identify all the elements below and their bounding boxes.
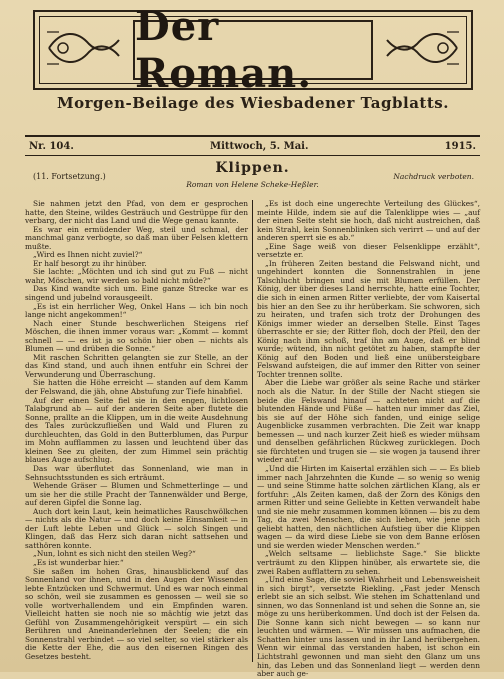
issue-date: Mittwoch, 5. Mai. [210, 140, 309, 152]
masthead-subtitle: Morgen-Beilage des Wiesbadener Tagblatts. [57, 94, 449, 112]
paragraph: „Eine Sage weiß von dieser Felsenklippe erzählt“, versetzte er. [257, 241, 480, 260]
paragraph: Aber die Liebe war größer als seine Rache und stärker noch als die Natur. In der Stille der Nacht stiegen sie beide die Felswand hinauf — achteten nicht auf die blutenden Hände und Füße — hatten nur immer das Ziel, bis sie auf der Höhe sich fanden, und einige selige Augenblicke zusammen verbrachten. Die Zeit war knapp bemessen — und nach kurzer Zeit hieß es wieder mühsam und denselben gefährlichen Rückweg zurücklegen. Doch sie fürchteten und trugen sie — sie wogen ja tausend ihrer wieder auf.“ [257, 378, 480, 465]
issue-year: 1915. [444, 140, 476, 152]
paragraph: Das war überflutet das Sonnenland, wie man in Sehnsuchtsstunden es sich erträumt. [25, 463, 248, 482]
masthead-title: Der Roman. [135, 3, 313, 97]
paragraph: Sie nahmen jetzt den Pfad, von dem er gesprochen hatte, den Steine, wildes Gesträuch und Gestrüppe für den verbarg, der nicht das Land und die Wege genau kannte. [25, 199, 248, 226]
paragraph: Das Kind wandte sich um. Eine ganze Strecke war es singend und jubelnd vorausgeeilt. [25, 284, 248, 303]
paragraph: Er half besorgt zu ihr hinüber. [33, 258, 147, 268]
paragraph: Sie hatten die Höhe erreicht — standen auf dem Kamm der Felswand, die jäh, ohne Abstufung zur Tiefe hinabfiel. [25, 378, 248, 397]
left-ornament-icon [45, 26, 123, 70]
story-byline: Roman von Helene Scheke-Heßler. [186, 180, 319, 189]
paragraph: „Und die Hirten im Kaisertal erzählen sich — — Es blieb immer nach Jahrzehnten die Kunde — so wenig so wenig — und seine Stimme hatte solchen zärtlichen Klang, als er fortfuhr: „Als Zeiten kamen, daß der Zorn des Königs den armen Ritter und seine Geliebte in Ketten verwandelt habe und sie nie mehr zusammen kommen können — bis zu dem Tag, da zwei Menschen, die sich lieben, wie jene sich geliebt hatten, den nächtlichen Aufstieg über die Klippen wagen — da wird diese Liebe sie von dem Banne erlösen und sie werden wieder Menschen werden.“ [257, 463, 480, 550]
continuation-note: (11. Fortsetzung.) [33, 172, 106, 181]
paragraph: „Es ist wunderbar hier.“ [33, 557, 124, 567]
paragraph: Mit raschen Schritten gelangten sie zur Stelle, an der das Kind stand, und auch ihnen entfuhr ein Schrei der Verwunderung und Überraschung. [25, 352, 248, 379]
right-column [257, 199, 480, 679]
masthead-title-box [133, 3, 373, 97]
issue-number: Nr. 104. [29, 140, 74, 152]
column-divider [252, 200, 253, 662]
paragraph: „Wird es Ihnen nicht zuviel?“ [33, 250, 143, 260]
paragraph: Sie lachte: „Möchten und ich sind gut zu Fuß — nicht wahr, Möschen, wir werden so bald nicht müde?“ [25, 267, 248, 285]
paragraph: Nach einer Stunde beschwerlichen Steigens rief Möschen, die ihnen immer voraus war: „Kommt — kommt schnell — — es ist ja so schön hier oben — nichts als Blumen — und drüben die Sonne.“ [25, 318, 248, 354]
left-column [25, 200, 248, 662]
paragraph: Auf der einen Seite fiel sie in den engen, lichtlosen Talabgrund ab — auf der anderen Seite aber flutete die Sonne, prallte an die Klippen, um in die weite Ausdehnung des Tales zurückzufließen und Wald und Fluren zu durchleuchten, das Gold in den Butterblumen, das Purpur im Mohn aufflammen zu lassen und leuchtend über das kleinen See zu gleiten, der zum Himmel sein prächtig blaues Auge aufschlug. [25, 395, 248, 465]
paragraph: „Es ist doch eine ungerechte Verteilung des Glückes“, meinte Hilde, indem sie auf die Talenklippe wies — „auf der einen Seite steht sie hoch, daß nicht austreichen, daß kein Strahl, kein Sonnenblinken sich verirrt — und auf der anderen sperrt sie es ab.“ [257, 199, 480, 243]
paragraph: Auch dort kein Laut, kein heimatliches Rauschwölkchen — nichts als die Natur — und doch keine Einsamkeit — in der Luft lebte Leben und Glück — solch Singen und Klingen, daß das Herz sich daran nicht sattsehen und satthören konnte. [25, 506, 248, 550]
masthead [33, 3, 473, 120]
story-header [25, 160, 480, 196]
paragraph: „In früheren Zeiten bestand die Felswand nicht, und ungehindert konnten die Sonnenstrahlen in jene Talschlucht bringen und sie mit Blumen erfüllen. Der König, der über dieses Land herrschte, hatte eine Tochter, die sich in einen armen Ritter verliebte, der vom Kaisertal bis hier an den See zu ihr herüberkam. Sie schworen, sich zu heiraten, und trafen sich trotz der Drohungen des Königs immer wieder an derselben Stelle. Einst Tages überraschte er sie; der Ritter floh, doch der Pfeil, den der König nach ihm schoß, traf ihn am Auge, daß er blind wurde; wütend, ihn nicht getötet zu haben, stampfte der König auf den Boden und ließ eine unübersteigbare Felswand aufsteigen, die auf immer den Ritter von seiner Tochter trennen sollte. [257, 258, 480, 379]
masthead-frame [33, 3, 473, 97]
paragraph: Es war ein ermüdender Weg, steil und schmal, der manchmal ganz verbogte, so daß man über Felsen klettern mußte. [25, 224, 248, 251]
reprint-notice: Nachdruck verboten. [393, 172, 474, 181]
paragraph: Sie saßen im hohen Gras, hinausblickend auf das Sonnenland vor ihnen, und in den Augen der Wissenden lebte Entzücken und Schwermut. Und es war noch einmal so schön, weil sie zusammen es genossen — weil sie so volle wortverhallendem und ein Empfinden waren. Vielleicht hatten sie noch nie so mächtig wie jetzt das Gefühl von Zusammengehörigkeit verspürt — ein sich Berühren und Aneinanderlehnen der Seelen; die ein Sonnenstrahl verbindet — so viel selter, so viel stärker als die Kette der Ehe, die aus den eisernen Ringen des Gesetzes besteht. [25, 566, 248, 661]
paragraph: „Und eine Sage, die soviel Wahrheit und Lebensweisheit in sich birgt“, versetzte Riekling. „Fast jeder Mensch erlebt sie an sich selbst. Wie stehen im Schattenland und sinnen, wo das Sonnenland ist und sehen die Sonne an, sie möge zu uns herüberkommen. Und doch ist der Felsen da. Die Sonne kann sich nicht bewegen — so kann nur leuchten und wärmen. — Wir müssen uns aufmachen, die Schatten hinter uns lassen und in ihr Land herübergehen. Wenn wir einmal das verstanden haben, ist schon ein Lichtstrahl gewonnen und man sieht den Glanz um uns hin, das Leben und das Sonnenland liegt — werden denn aber auch ge- [257, 575, 480, 679]
article-columns [25, 199, 480, 679]
paragraph: „Nun, lohnt es sich nicht den steilen Weg?“ [33, 549, 196, 559]
right-ornament-icon [383, 26, 461, 70]
paragraph: „Es ist ein herrlicher Weg, Onkel Hans — ich bin noch lange nicht angekommen!“ [25, 301, 248, 320]
paragraph: „Welch seltsame — lieblichste Sage.“ Sie blickte verträumt zu den Klippen hinüber, als erwartete sie, die zwei Raben aufflattern zu sehen. [257, 549, 480, 576]
story-title: Klippen. [215, 160, 290, 176]
paragraph: Wehende Gräser — Blumen und Schmetterlinge — und um sie her die stille Pracht der Tannenwälder und Berge, auf deren Gipfel die Sonne lag. [25, 481, 248, 508]
issue-info-bar [25, 135, 480, 156]
